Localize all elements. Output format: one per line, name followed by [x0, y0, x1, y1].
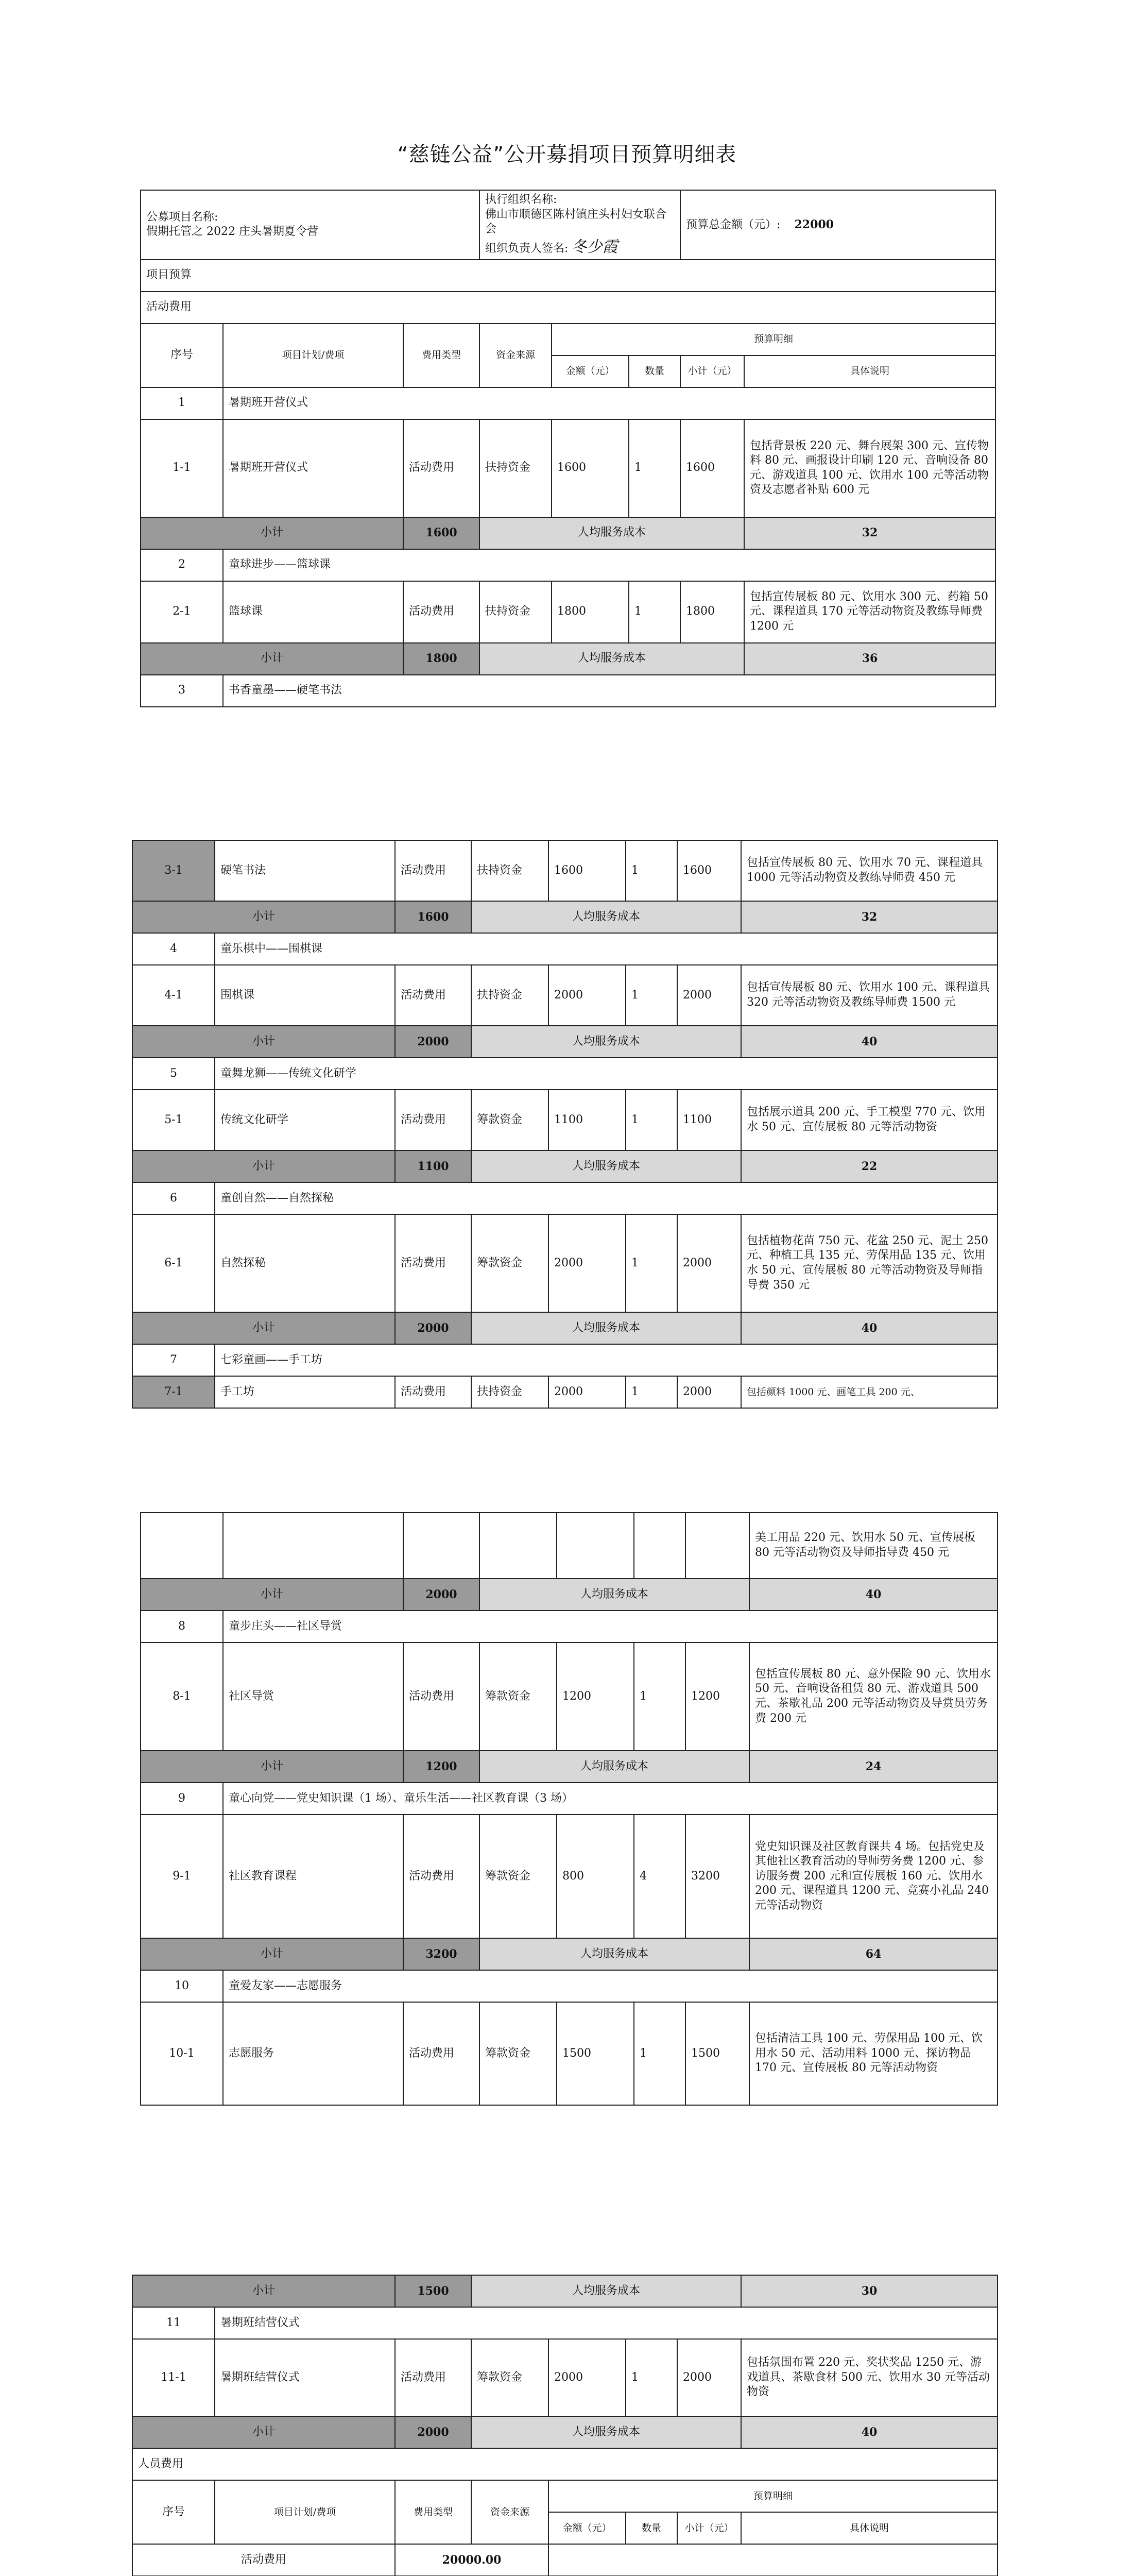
- per-person-value: 40: [741, 2416, 998, 2448]
- item-name: 暑期班结营仪式: [215, 2339, 395, 2416]
- group-name: 童创自然——自然探秘: [215, 1182, 998, 1214]
- per-person-value: 30: [741, 2275, 998, 2307]
- item-desc: 包括宣传展板 80 元、意外保险 90 元、饮用水 50 元、音响设备租赁 80 元、游戏道具 500 元、茶歇礼品 200 元等活动物资及导赏员劳务费 200 元: [749, 1642, 998, 1751]
- subtotal-label: 小计: [132, 901, 395, 933]
- project-name-label: 公募项目名称:: [146, 210, 218, 224]
- item-type: 活动费用: [395, 840, 471, 901]
- col-detail: 预算明细: [548, 2480, 998, 2512]
- group-name: 童爱友家——志愿服务: [223, 1970, 998, 2002]
- project-name-cell: [141, 190, 479, 260]
- item-source: 筹款资金: [471, 1214, 548, 1312]
- item-qty: 4: [634, 1815, 685, 1938]
- col-amount: 金额（元）: [552, 355, 629, 387]
- col-source: 资金来源: [471, 2480, 548, 2544]
- col-detail: 预算明细: [552, 324, 995, 355]
- col-qty: 数量: [626, 2512, 677, 2544]
- budget-table-page-3: [140, 1512, 998, 2106]
- group-no: 3: [141, 675, 223, 707]
- item-desc: 包括植物花苗 750 元、花盆 250 元、泥土 250 元、种植工具 135 元、劳保用品 135 元、饮用水 50 元、宣传展板 80 元等活动物资及导师指导费 350 元: [741, 1214, 998, 1312]
- budget-table-page-2: [132, 840, 998, 1409]
- per-person-label: 人均服务成本: [479, 1938, 749, 1970]
- subtotal-value: 2000: [395, 2416, 471, 2448]
- summary-value: 20000.00: [395, 2544, 548, 2576]
- item-no: 7-1: [132, 1376, 215, 1408]
- item-desc: 党史知识课及社区教育课共 4 场。包括党史及其他社区教育活动的导师劳务费 1200 元、参访服务费 200 元和宣传展板 160 元、饮用水 200 元、课程道具 1200 元、竞赛小礼品 240 元等活动物资: [749, 1815, 998, 1938]
- item-qty: 1: [634, 1642, 685, 1751]
- group-name: 童球进步——篮球课: [223, 549, 995, 581]
- item-no: 3-1: [132, 840, 215, 901]
- item-name: 篮球课: [223, 581, 403, 643]
- project-name: 假期托管之 2022 庄头暑期夏令营: [146, 225, 318, 239]
- col-plan: 项目计划/费项: [215, 2480, 395, 2544]
- per-person-label: 人均服务成本: [479, 1579, 749, 1611]
- col-no: 序号: [141, 324, 223, 387]
- col-amount: 金额（元）: [548, 2512, 626, 2544]
- budget-total-label: 预算总金额（元）:: [686, 218, 781, 231]
- item-qty: 1: [626, 1090, 677, 1150]
- budget-total-value: 22000: [794, 217, 834, 231]
- item-amount: 2000: [548, 1376, 626, 1408]
- item-amount: 2000: [548, 1214, 626, 1312]
- item-desc: 包括宣传展板 80 元、饮用水 300 元、药箱 50 元、课程道具 170 元等活动物资及教练导师费 1200 元: [744, 581, 995, 643]
- item-source: 扶持资金: [479, 419, 552, 517]
- subtotal-value: 1600: [395, 901, 471, 933]
- subtotal-label: 小计: [141, 517, 403, 549]
- section-personnel-costs: 人员费用: [132, 2448, 998, 2480]
- item-amount: 2000: [548, 965, 626, 1026]
- item-subtotal: 2000: [677, 1376, 741, 1408]
- item-no: 2-1: [141, 581, 223, 643]
- group-name: 暑期班开营仪式: [223, 387, 995, 419]
- org-label: 执行组织名称:: [485, 193, 557, 206]
- subtotal-value: 1100: [395, 1150, 471, 1182]
- subtotal-label: 小计: [132, 2416, 395, 2448]
- item-no: 6-1: [132, 1214, 215, 1312]
- item-qty: 1: [626, 2339, 677, 2416]
- section-activity-costs: 活动费用: [141, 292, 995, 324]
- subtotal-value: 2000: [395, 1312, 471, 1344]
- item-desc: 包括展示道具 200 元、手工模型 770 元、饮用水 50 元、宣传展板 80 元等活动物资: [741, 1090, 998, 1150]
- col-subtotal: 小计（元）: [680, 355, 744, 387]
- header-row: [141, 190, 995, 260]
- item-qty: 1: [629, 419, 680, 517]
- per-person-value: 64: [749, 1938, 998, 1970]
- item-type: 活动费用: [403, 581, 479, 643]
- item-name: 社区导赏: [223, 1642, 403, 1751]
- subtotal-label: 小计: [141, 1579, 403, 1611]
- item-amount: 1500: [557, 2002, 634, 2105]
- budget-table-page-4: [132, 2275, 998, 2576]
- subtotal-label: 小计: [132, 1312, 395, 1344]
- item-amount: 1100: [548, 1090, 626, 1150]
- group-name: 七彩童画——手工坊: [215, 1344, 998, 1376]
- item-desc: 包括背景板 220 元、舞台展架 300 元、宣传物料 80 元、画报设计印刷 120 元、音响设备 80 元、游戏道具 100 元、饮用水 100 元等活动物资及志愿者补贴 600 元: [744, 419, 995, 517]
- per-person-label: 人均服务成本: [471, 2275, 741, 2307]
- col-no: 序号: [132, 2480, 215, 2544]
- item-desc: 包括宣传展板 80 元、饮用水 100 元、课程道具 320 元等活动物资及教练导师费 1500 元: [741, 965, 998, 1026]
- subtotal-value: 1600: [403, 517, 479, 549]
- item-subtotal: 1500: [685, 2002, 749, 2105]
- group-no: 7: [132, 1344, 215, 1376]
- per-person-value: 40: [749, 1579, 998, 1611]
- item-desc: 包括颜料 1000 元、画笔工具 200 元、: [741, 1376, 998, 1408]
- per-person-label: 人均服务成本: [471, 1026, 741, 1058]
- subtotal-value: 2000: [403, 1579, 479, 1611]
- item-type: 活动费用: [395, 1214, 471, 1312]
- subtotal-value: 1500: [395, 2275, 471, 2307]
- item-amount: 1600: [552, 419, 629, 517]
- per-person-value: 36: [744, 643, 995, 675]
- group-no: 10: [141, 1970, 223, 2002]
- per-person-label: 人均服务成本: [471, 1312, 741, 1344]
- subtotal-value: 3200: [403, 1938, 479, 1970]
- item-name: 硬笔书法: [215, 840, 395, 901]
- item-no: 4-1: [132, 965, 215, 1026]
- item-source: 扶持资金: [471, 1376, 548, 1408]
- per-person-value: 40: [741, 1026, 998, 1058]
- per-person-label: 人均服务成本: [471, 901, 741, 933]
- subtotal-value: 1800: [403, 643, 479, 675]
- group-no: 4: [132, 933, 215, 965]
- item-name: 传统文化研学: [215, 1090, 395, 1150]
- group-name: 书香童墨——硬笔书法: [223, 675, 995, 707]
- col-plan: 项目计划/费项: [223, 324, 403, 387]
- item-name: 围棋课: [215, 965, 395, 1026]
- item-type: 活动费用: [403, 1642, 479, 1751]
- org-cell: [479, 190, 680, 260]
- item-subtotal: 2000: [677, 965, 741, 1026]
- item-no: 11-1: [132, 2339, 215, 2416]
- subtotal-value: 1200: [403, 1751, 479, 1783]
- group-no: 2: [141, 549, 223, 581]
- col-type: 费用类型: [403, 324, 479, 387]
- item-name: 手工坊: [215, 1376, 395, 1408]
- item-subtotal: 1800: [680, 581, 744, 643]
- item-source: 扶持资金: [471, 840, 548, 901]
- item-subtotal: 1600: [680, 419, 744, 517]
- item-amount: 1200: [557, 1642, 634, 1751]
- item-type: 活动费用: [395, 965, 471, 1026]
- item-subtotal: 2000: [677, 2339, 741, 2416]
- col-qty: 数量: [629, 355, 680, 387]
- group-name: 童乐棋中——围棋课: [215, 933, 998, 965]
- group-no: 6: [132, 1182, 215, 1214]
- item-name: 志愿服务: [223, 2002, 403, 2105]
- item-no: 5-1: [132, 1090, 215, 1150]
- item-type: 活动费用: [395, 2339, 471, 2416]
- col-desc: 具体说明: [744, 355, 995, 387]
- item-amount: 2000: [548, 2339, 626, 2416]
- item-qty: 1: [626, 840, 677, 901]
- item-no: 10-1: [141, 2002, 223, 2105]
- col-source: 资金来源: [479, 324, 552, 387]
- per-person-label: 人均服务成本: [479, 643, 744, 675]
- item-subtotal: 1200: [685, 1642, 749, 1751]
- per-person-value: 40: [741, 1312, 998, 1344]
- item-source: 扶持资金: [471, 965, 548, 1026]
- per-person-label: 人均服务成本: [479, 517, 744, 549]
- budget-table-page-1: [140, 190, 996, 707]
- item-subtotal: 2000: [677, 1214, 741, 1312]
- summary-note: [548, 2544, 998, 2576]
- item-qty: 1: [626, 965, 677, 1026]
- item-source: 筹款资金: [471, 2339, 548, 2416]
- subtotal-label: 小计: [132, 2275, 395, 2307]
- item-name: 社区教育课程: [223, 1815, 403, 1938]
- item-source: 筹款资金: [471, 1090, 548, 1150]
- group-name: 童心向党——党史知识课（1 场）、童乐生活——社区教育课（3 场）: [223, 1783, 998, 1815]
- group-name: 暑期班结营仪式: [215, 2307, 998, 2339]
- item-amount: 1600: [548, 840, 626, 901]
- group-no: 9: [141, 1783, 223, 1815]
- subtotal-label: 小计: [141, 1938, 403, 1970]
- item-qty: 1: [634, 2002, 685, 2105]
- item-type: 活动费用: [395, 1090, 471, 1150]
- per-person-label: 人均服务成本: [471, 1150, 741, 1182]
- subtotal-value: 2000: [395, 1026, 471, 1058]
- item-qty: 1: [629, 581, 680, 643]
- item-desc: 包括氛围布置 220 元、奖状奖品 1250 元、游戏道具、茶歇食材 500 元、饮用水 30 元等活动物资: [741, 2339, 998, 2416]
- per-person-value: 22: [741, 1150, 998, 1182]
- per-person-value: 32: [744, 517, 995, 549]
- item-no: 9-1: [141, 1815, 223, 1938]
- item-subtotal: 3200: [685, 1815, 749, 1938]
- group-no: 8: [141, 1611, 223, 1642]
- item-amount: 800: [557, 1815, 634, 1938]
- item-name: 自然探秘: [215, 1214, 395, 1312]
- leader-signature: 冬少霞: [571, 238, 618, 256]
- subtotal-label: 小计: [132, 1026, 395, 1058]
- org-name: 佛山市顺德区陈村镇庄头村妇女联合会: [485, 208, 667, 236]
- per-person-label: 人均服务成本: [479, 1751, 749, 1783]
- item-source: 扶持资金: [479, 581, 552, 643]
- document-title: “慈链公益”公开募捐项目预算明细表: [397, 143, 737, 166]
- group-no: 5: [132, 1058, 215, 1090]
- group-no: 1: [141, 387, 223, 419]
- item-no: 1-1: [141, 419, 223, 517]
- section-project-budget: 项目预算: [141, 260, 995, 292]
- leader-label: 组织负责人签名:: [485, 242, 569, 255]
- budget-total-cell: [680, 190, 995, 260]
- item-amount: 1800: [552, 581, 629, 643]
- item-desc: 包括清洁工具 100 元、劳保用品 100 元、饮用水 50 元、活动用料 1000 元、探访物品 170 元、宣传展板 80 元等活动物资: [749, 2002, 998, 2105]
- subtotal-label: 小计: [141, 643, 403, 675]
- group-no: 11: [132, 2307, 215, 2339]
- per-person-label: 人均服务成本: [471, 2416, 741, 2448]
- item-source: 筹款资金: [479, 2002, 557, 2105]
- col-desc: 具体说明: [741, 2512, 998, 2544]
- summary-label: 活动费用: [132, 2544, 395, 2576]
- item-no: 8-1: [141, 1642, 223, 1751]
- item-type: 活动费用: [403, 2002, 479, 2105]
- item-type: 活动费用: [403, 419, 479, 517]
- item-desc-continued: 美工用品 220 元、饮用水 50 元、宣传展板 80 元等活动物资及导师指导费 450 元: [749, 1513, 998, 1579]
- per-person-value: 24: [749, 1751, 998, 1783]
- item-subtotal: 1600: [677, 840, 741, 901]
- group-name: 童步庄头——社区导赏: [223, 1611, 998, 1642]
- item-desc: 包括宣传展板 80 元、饮用水 70 元、课程道具 1000 元等活动物资及教练导师费 450 元: [741, 840, 998, 901]
- item-type: 活动费用: [395, 1376, 471, 1408]
- item-source: 筹款资金: [479, 1815, 557, 1938]
- item-qty: 1: [626, 1214, 677, 1312]
- item-type: 活动费用: [403, 1815, 479, 1938]
- item-subtotal: 1100: [677, 1090, 741, 1150]
- subtotal-label: 小计: [141, 1751, 403, 1783]
- group-name: 童舞龙狮——传统文化研学: [215, 1058, 998, 1090]
- col-type: 费用类型: [395, 2480, 471, 2544]
- per-person-value: 32: [741, 901, 998, 933]
- item-name: 暑期班开营仪式: [223, 419, 403, 517]
- col-subtotal: 小计（元）: [677, 2512, 741, 2544]
- item-qty: 1: [626, 1376, 677, 1408]
- subtotal-label: 小计: [132, 1150, 395, 1182]
- item-source: 筹款资金: [479, 1642, 557, 1751]
